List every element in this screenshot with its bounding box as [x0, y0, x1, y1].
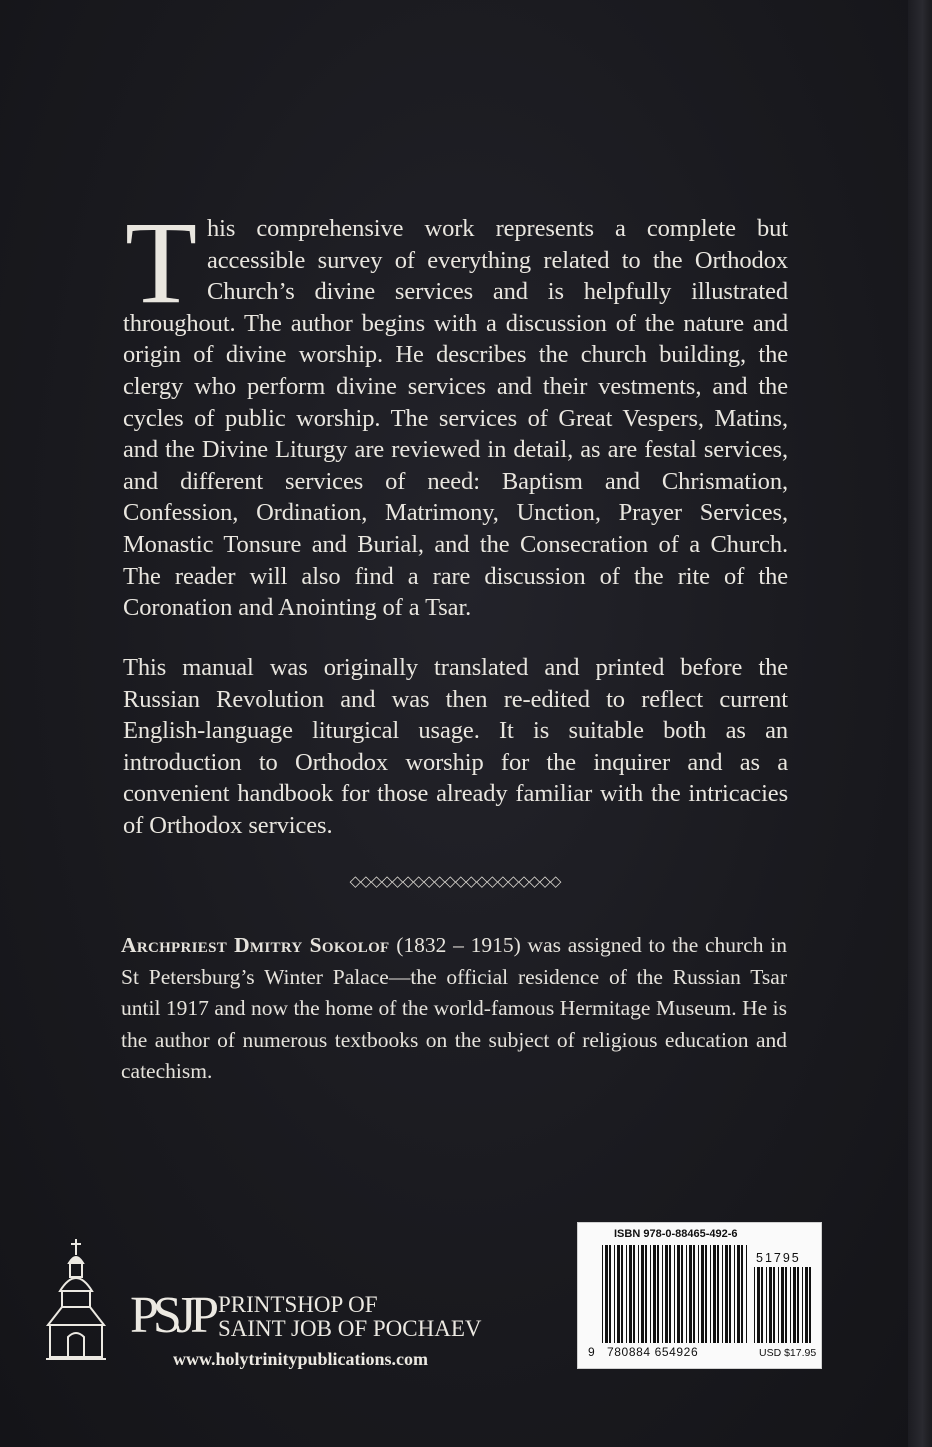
ornament-divider: ◇◇◇◇◇◇◇◇◇◇◇◇◇◇◇◇◇◇◇◇	[349, 872, 561, 890]
barcode-bar	[778, 1267, 779, 1343]
barcode-bar	[686, 1245, 687, 1343]
author-bio-text: (1832 – 1915) was assigned to the church in St Petersburg’s Winter Palace—the official residence of the Russian Tsar until 1917 and now the home of the world-famous Hermitage Museum. He is the author of numerous textbooks on the subject of religious education and catechism.	[121, 933, 787, 1083]
drop-cap: T	[125, 197, 197, 328]
barcode-bar	[797, 1267, 799, 1343]
barcode-bar	[657, 1245, 659, 1343]
barcode-bar	[710, 1245, 711, 1343]
barcode-bar	[793, 1267, 796, 1343]
barcode-bar	[665, 1245, 668, 1343]
isbn-label: ISBN 978-0-88465-492-6	[614, 1228, 738, 1240]
barcode-bar	[802, 1267, 803, 1343]
barcode-bar	[614, 1245, 615, 1343]
cover-edge	[908, 0, 932, 1447]
author-name: Archpriest Dmitry Sokolof	[121, 933, 390, 957]
barcode-bar	[722, 1245, 723, 1343]
blurb-paragraph-1	[123, 197, 788, 624]
barcode-bar	[785, 1267, 787, 1343]
barcode-bar	[645, 1245, 647, 1343]
barcode-bar	[669, 1245, 671, 1343]
barcode-bar	[629, 1245, 632, 1343]
author-bio	[121, 930, 787, 1088]
price-code: 51795	[756, 1251, 801, 1265]
barcode-bar	[653, 1245, 656, 1343]
barcode-bar	[617, 1245, 620, 1343]
barcode-bar	[662, 1245, 663, 1343]
barcode-bar	[809, 1267, 811, 1343]
publisher-logo: PSJP	[130, 1287, 213, 1344]
barcode-bar	[693, 1245, 695, 1343]
barcode-bar	[754, 1267, 755, 1343]
barcode-bar	[717, 1245, 719, 1343]
barcode-bar	[701, 1245, 704, 1343]
barcode-bar	[781, 1267, 784, 1343]
barcode-bar	[757, 1267, 760, 1343]
publisher-url: www.holytrinitypublications.com	[173, 1349, 429, 1369]
blurb-paragraph-1-text: his comprehensive work represents a complete but accessible survey of everything related to the Orthodox Church’s divine services and is helpfully illustrated throughout. The author begins with a discussion of the nature and origin of divine worship. He describes the church building, the clergy who perform divine services and their vestments, and the cycles of public worship. The services of Great Vespers, Matins, and the Divine Liturgy are reviewed in detail, as are festal services, and different services of need: Baptism and Chrismation, Confession, Ordination, Matrimony, Unction, Prayer Services, Monastic Tonsure and Burial, and the Consecration of a Church. The reader will also find a rare discussion of the rite of the Coronation and Anointing of a Tsar.	[123, 215, 788, 622]
publisher-block	[38, 1235, 558, 1385]
barcode-bar	[602, 1245, 603, 1343]
barcode-bar	[626, 1245, 627, 1343]
barcode-bar	[638, 1245, 639, 1343]
barcode-bar	[734, 1245, 735, 1343]
barcode-bar	[698, 1245, 699, 1343]
barcode-bar	[761, 1267, 763, 1343]
barcode-bar	[766, 1267, 767, 1343]
price-label: USD $17.95	[759, 1347, 817, 1359]
barcode-bar	[713, 1245, 716, 1343]
barcode-bar	[725, 1245, 728, 1343]
barcode-bar	[773, 1267, 775, 1343]
barcode-bar	[741, 1245, 743, 1343]
barcode-box	[577, 1222, 822, 1369]
barcode-bar	[737, 1245, 740, 1343]
barcode-bar	[790, 1267, 791, 1343]
publisher-name-line-1: PRINTSHOP OF	[218, 1292, 378, 1317]
barcode-bar	[677, 1245, 680, 1343]
barcode-lead-digit: 9	[588, 1345, 595, 1359]
church-icon	[38, 1235, 114, 1365]
barcode-bar	[641, 1245, 644, 1343]
barcode-bar	[705, 1245, 707, 1343]
barcode-bar	[609, 1245, 611, 1343]
barcode-bar	[681, 1245, 683, 1343]
barcode-bar	[674, 1245, 675, 1343]
barcode-bar	[621, 1245, 623, 1343]
barcode-bar	[805, 1267, 808, 1343]
barcode-bar	[729, 1245, 731, 1343]
publisher-name	[218, 1293, 481, 1341]
blurb-paragraph-2: This manual was originally translated and printed before the Russian Revolution and was then re-edited to reflect current English-language liturgical usage. It is suitable both as an introduction to Orthodox worship for the inquirer and as a convenient handbook for those already familiar with the intricacies of Orthodox services.	[123, 654, 788, 839]
barcode-bars	[602, 1245, 752, 1345]
barcode-bar	[633, 1245, 635, 1343]
barcode-digits: 780884 654926	[607, 1345, 699, 1359]
barcode-bar	[746, 1245, 747, 1343]
publisher-name-line-2: SAINT JOB OF POCHAEV	[218, 1316, 482, 1341]
barcode-bar	[605, 1245, 608, 1343]
barcode-bar	[769, 1267, 772, 1343]
barcode-bar	[650, 1245, 651, 1343]
barcode-bar	[689, 1245, 692, 1343]
